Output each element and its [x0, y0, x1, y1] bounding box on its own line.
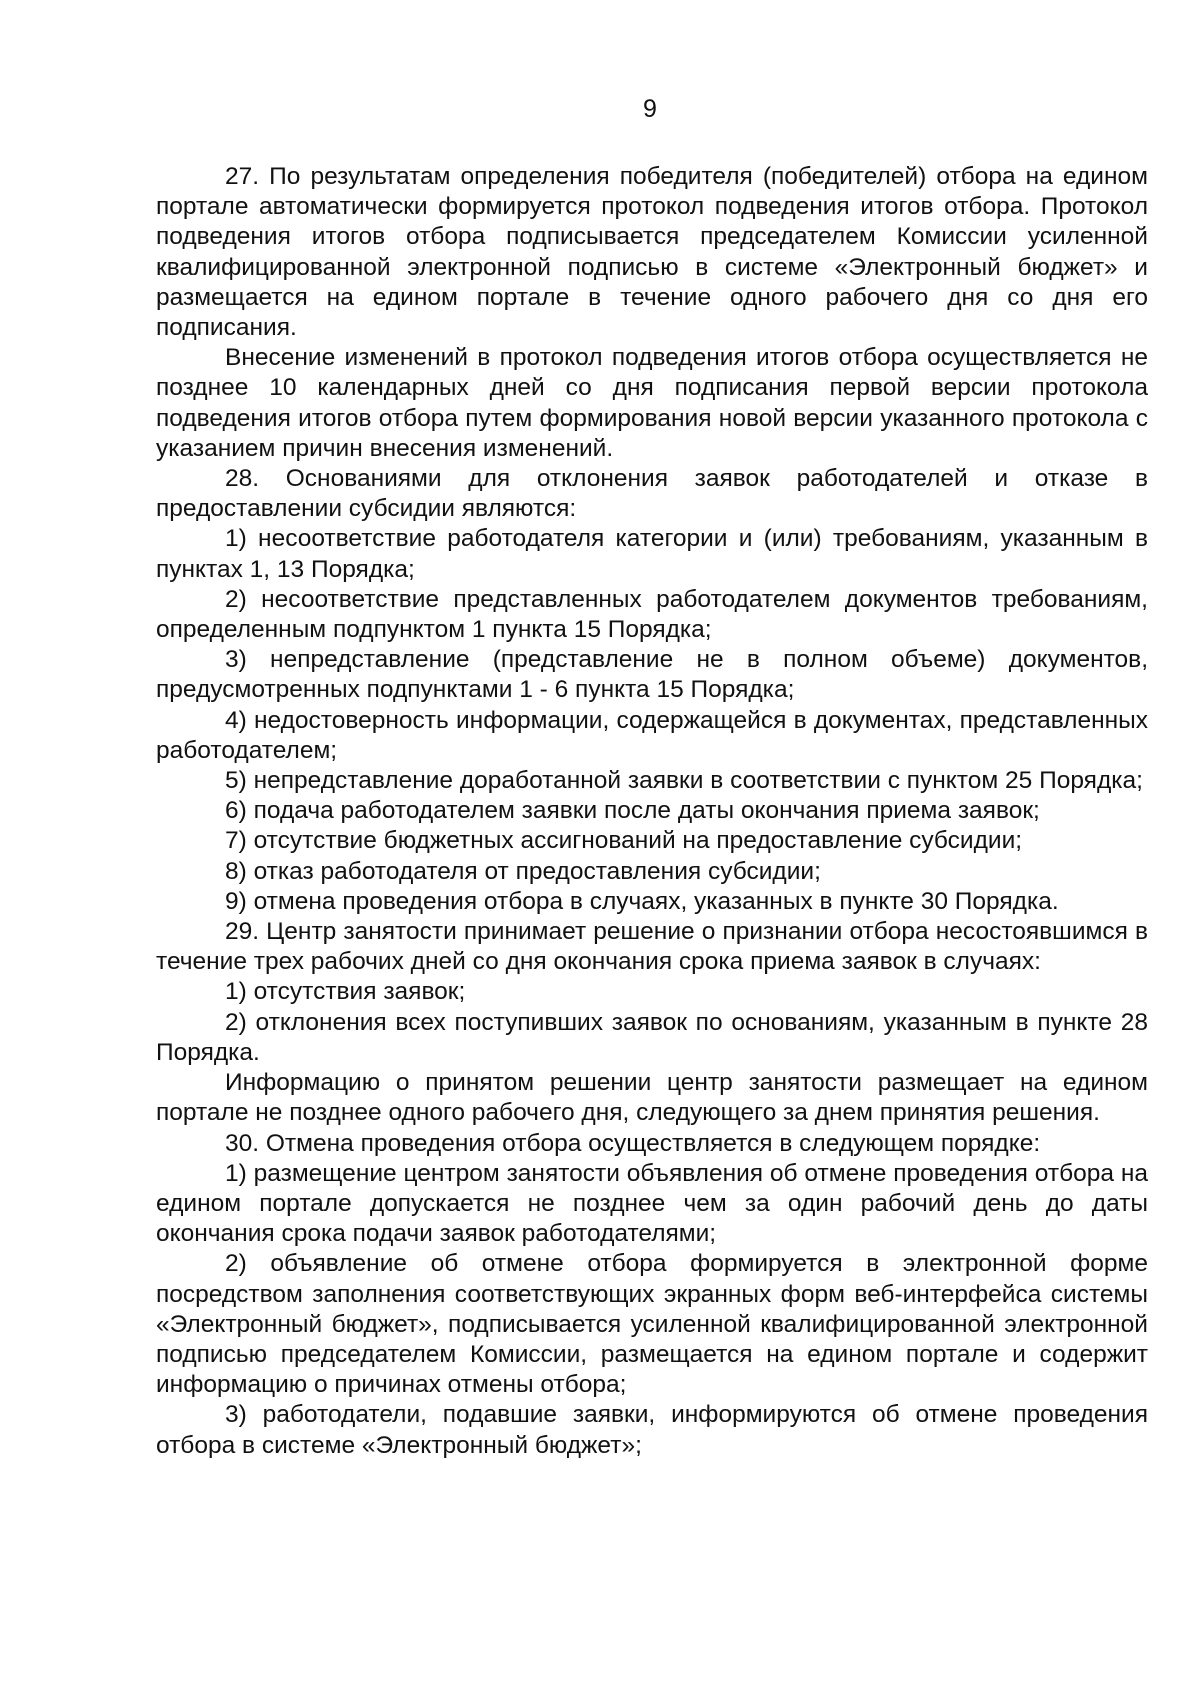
paragraph: 1) несоответствие работодателя категории и (или) требованиям, указанным в пунктах 1, 13 Порядка;	[156, 525, 1148, 583]
paragraph: 1) отсутствия заявок;	[225, 978, 466, 1006]
paragraph: 1) размещение центром занятости объявления об отмене проведения отбора на едином портале допускается не позднее чем за один рабочий день до даты окончания срока подачи заявок работодателями;	[156, 1159, 1148, 1248]
document-body	[156, 162, 1148, 1461]
paragraph: 6) подача работодателем заявки после даты окончания приема заявок;	[225, 797, 1040, 825]
paragraph: 2) отклонения всех поступивших заявок по основаниям, указанным в пункте 28 Порядка.	[156, 1008, 1148, 1066]
paragraph: 28. Основаниями для отклонения заявок работодателей и отказе в предоставлении субсидии являются:	[156, 465, 1148, 523]
paragraph: 3) работодатели, подавшие заявки, информируются об отмене проведения отбора в системе «Электронный бюджет»;	[156, 1401, 1148, 1459]
paragraph: 29. Центр занятости принимает решение о признании отбора несостоявшимся в течение трех рабочих дней со дня окончания срока приема заявок в случаях:	[156, 918, 1148, 976]
paragraph: 30. Отмена проведения отбора осуществляется в следующем порядке:	[225, 1129, 1041, 1157]
paragraph: 2) объявление об отмене отбора формируется в электронной форме посредством заполнения соответствующих экранных форм веб-интерфейса системы «Электронный бюджет», подписывается усиленной квалифицированной электронной подписью председателем Комиссии, размещается на едином портале и содержит информацию о причинах отмены отбора;	[156, 1250, 1148, 1399]
paragraph: 27. По результатам определения победителя (победителей) отбора на едином портале автоматически формируется протокол подведения итогов отбора. Протокол подведения итогов отбора подписывается председателем Комиссии усиленной квалифицированной электронной подписью в системе «Электронный бюджет» и размещается на едином портале в течение одного рабочего дня со дня его подписания.	[156, 163, 1148, 342]
paragraph: 2) несоответствие представленных работодателем документов требованиям, определенным подпунктом 1 пункта 15 Порядка;	[156, 585, 1148, 644]
paragraph: 9) отмена проведения отбора в случаях, указанных в пункте 30 Порядка.	[225, 887, 1059, 915]
paragraph: 3) непредставление (представление не в полном объеме) документов, предусмотренных подпунктами 1 - 6 пункта 15 Порядка;	[156, 646, 1148, 704]
paragraph: 8) отказ работодателя от предоставления субсидии;	[225, 857, 821, 885]
paragraph: 7) отсутствие бюджетных ассигнований на предоставление субсидии;	[225, 827, 1023, 855]
paragraph: 4) недостоверность информации, содержащейся в документах, представленных работодателем;	[156, 706, 1148, 764]
page-number: 9	[643, 95, 657, 123]
paragraph: Внесение изменений в протокол подведения итогов отбора осуществляется не позднее 10 календарных дней со дня подписания первой версии протокола подведения итогов отбора путем формирования новой версии указанного протокола с указанием причин внесения изменений.	[156, 344, 1148, 462]
paragraph: Информацию о принятом решении центр занятости размещает на едином портале не позднее одного рабочего дня, следующего за днем принятия решения.	[156, 1069, 1148, 1127]
paragraph: 5) непредставление доработанной заявки в соответствии с пунктом 25 Порядка;	[225, 767, 1143, 795]
